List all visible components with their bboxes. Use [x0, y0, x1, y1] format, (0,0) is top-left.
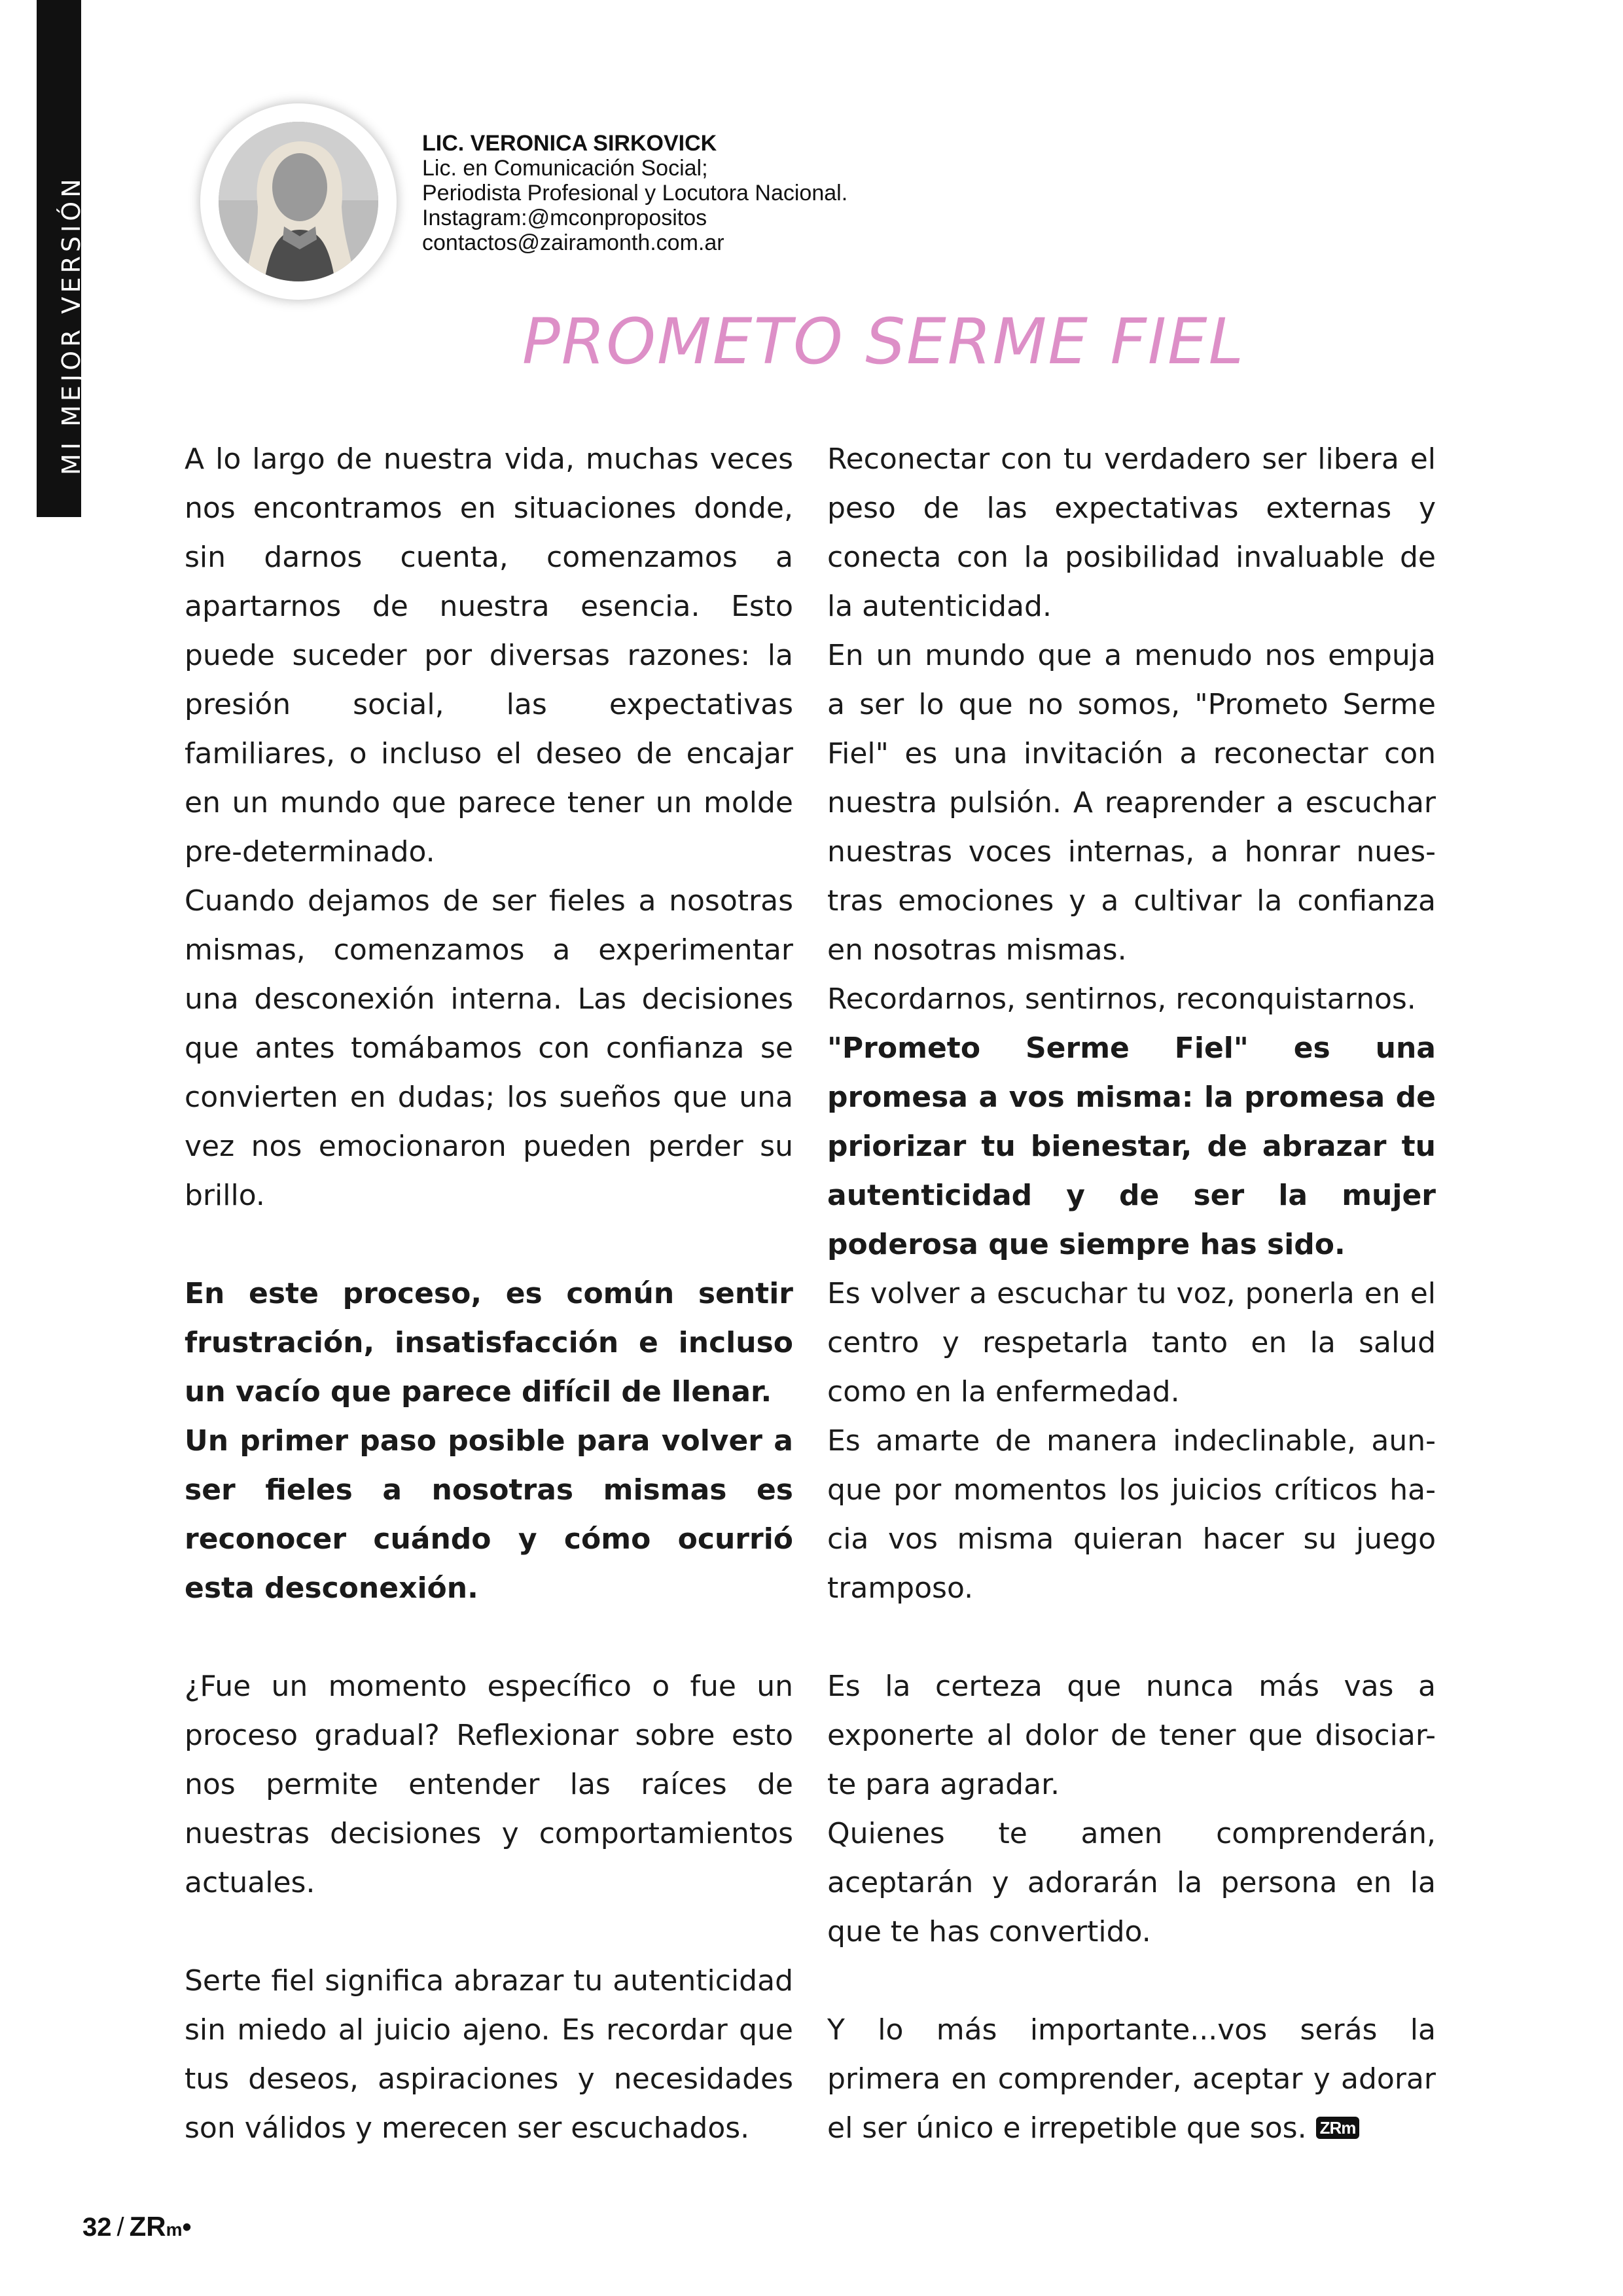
footer-brand-suffix: m	[166, 2219, 183, 2240]
paragraph: Cuando dejamos de ser fieles a nosotras mismas, comenzamos a experimentar una desconexión interna. Las decisiones que antes tomábamos con confianza se convierten en dudas; los sueños que una vez nos emocionaron pueden perder su brillo.	[185, 884, 793, 1212]
author-email: contactos@zairamonth.com.ar	[422, 230, 724, 255]
bold-paragraph: En este proceso, es común sentir frustración, insatisfacción e incluso un vacío que parece difícil de llenar.	[185, 1277, 793, 1408]
closing-text: Y lo más importante...vos serás la primera en comprender, aceptar y adorar el ser único e irrepetible que sos.	[827, 2013, 1436, 2145]
paragraph: Es la certeza que nunca más vas a exponerte al dolor de tener que disociar-te para agradar.	[827, 1670, 1436, 1801]
paragraph: ¿Fue un momento específico o fue un proceso gradual? Reflexionar sobre esto nos permite entender las raíces de nuestras decisiones y comportamientos actuales.	[185, 1670, 793, 1899]
right-column	[827, 435, 1436, 2153]
paragraph: Es amarte de manera indeclinable, aun-que por momentos los juicios críticos ha-cia vos misma quieran hacer su juego tramposo.	[827, 1424, 1436, 1605]
paragraph: Es volver a escuchar tu voz, ponerla en el centro y respetarla tanto en la salud como en la enfermedad.	[827, 1277, 1436, 1408]
bold-paragraph: Un primer paso posible para volver a ser fieles a nosotras mismas es reconocer cuándo y cómo ocurrió esta desconexión.	[185, 1424, 793, 1605]
section-label: MI MEJOR VERSIÓN	[57, 175, 86, 475]
footer-brand: ZR	[129, 2211, 166, 2242]
article-title: PROMETO SERME FIEL	[522, 305, 1245, 378]
paragraph: Serte fiel significa abrazar tu autenticidad sin miedo al juicio ajeno. Es recordar que tus deseos, aspiraciones y necesidades son válidos y merecen ser escuchados.	[185, 1964, 793, 2145]
paragraph: A lo largo de nuestra vida, muchas veces nos encontramos en situaciones donde, sin darnos cuenta, comenzamos a apartarnos de nuestra esencia. Esto puede suceder por diversas razones: la presión social, las expectativas familiares, o incluso el deseo de encajar en un mundo que parece tener un molde pre-determinado.	[185, 442, 793, 869]
page-number: 32	[82, 2213, 112, 2242]
author-degree: Lic. en Comunicación Social;	[422, 156, 708, 181]
footer-separator: /	[116, 2213, 124, 2242]
closing-paragraph	[827, 2005, 1436, 2153]
paragraph: En un mundo que a menudo nos empuja a ser lo que no somos, "Prometo Serme Fiel" es una invitación a reconectar con nuestra pulsión. A reaprender a escuchar nuestras voces internas, a honrar nues-tras emociones y a cultivar la confianza en nosotras mismas.	[827, 639, 1436, 967]
author-profession: Periodista Profesional y Locutora Nacional.	[422, 181, 848, 206]
page-footer	[82, 2211, 192, 2242]
author-instagram: Instagram:@mconpropositos	[422, 206, 707, 230]
end-mark-logo: ZRm	[1316, 2117, 1360, 2139]
paragraph: Recordarnos, sentirnos, reconquistarnos.	[827, 982, 1416, 1016]
paragraph: Quienes te amen comprenderán, aceptarán y adorarán la persona en la que te has convertido.	[827, 1817, 1436, 1948]
author-name: LIC. VERONICA SIRKOVICK	[422, 131, 717, 156]
author-photo-frame	[200, 103, 397, 300]
paragraph: Reconectar con tu verdadero ser libera el peso de las expectativas externas y conecta con la posibilidad invaluable de la autenticidad.	[827, 442, 1436, 623]
left-column	[185, 435, 793, 2153]
bold-paragraph: "Prometo Serme Fiel" es una promesa a vos misma: la promesa de priorizar tu bienestar, de abrazar tu autenticidad y de ser la mujer poderosa que siempre has sido.	[827, 1031, 1436, 1261]
author-photo	[219, 122, 378, 281]
author-info	[422, 131, 847, 255]
footer-bullet: •	[182, 2213, 192, 2242]
